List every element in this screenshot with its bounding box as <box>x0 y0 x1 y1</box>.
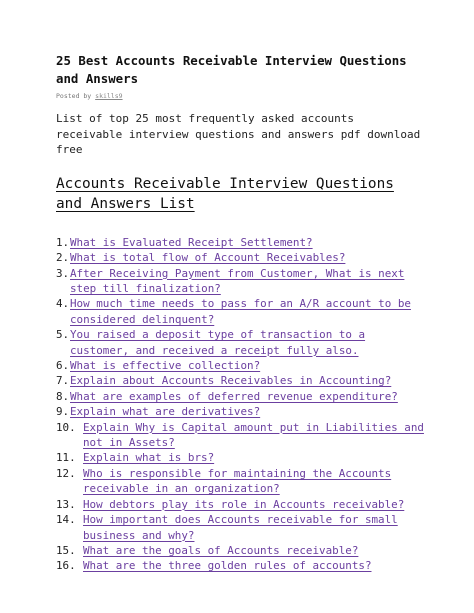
question-link[interactable]: Explain what is brs? <box>83 451 215 465</box>
article-title: 25 Best Accounts Receivable Interview Questions and Answers <box>56 53 407 86</box>
question-number: 6. <box>56 359 70 373</box>
question-link[interactable]: What is total flow of Account Receivables? <box>70 251 346 265</box>
question-number: 15. <box>56 543 76 557</box>
question-link[interactable]: How much time needs to pass for an A/R account to be considered delinquent? <box>70 297 411 326</box>
question-item <box>56 296 426 327</box>
question-link[interactable]: What is effective collection? <box>70 359 261 373</box>
posted-by-label: Posted by <box>56 92 92 100</box>
article <box>56 52 426 574</box>
question-item <box>56 327 426 358</box>
question-link[interactable]: You raised a deposit type of transaction to a customer, and received a receipt fully also. <box>70 328 366 357</box>
question-number: 5. <box>56 328 70 342</box>
question-link[interactable]: Explain about Accounts Receivables in Accounting? <box>70 374 392 388</box>
author-link[interactable]: skills9 <box>95 92 123 100</box>
question-number: 4. <box>56 297 70 311</box>
question-item <box>56 404 426 419</box>
question-number: 11. <box>56 451 76 465</box>
question-item <box>56 235 426 250</box>
question-number: 9. <box>56 405 70 419</box>
question-item <box>56 450 426 465</box>
question-item <box>56 543 426 558</box>
question-number: 13. <box>56 497 76 511</box>
question-item <box>56 389 426 404</box>
question-number: 12. <box>56 466 76 480</box>
list-heading: Accounts Receivable Interview Questions and Answers List <box>56 175 394 212</box>
question-link[interactable]: How important does Accounts receivable for small business and why? <box>83 513 398 542</box>
question-number: 3. <box>56 266 70 280</box>
question-number: 14. <box>56 513 76 527</box>
question-number: 1. <box>56 235 70 249</box>
question-link[interactable]: What are the goals of Accounts receivable? <box>83 543 359 557</box>
question-number: 8. <box>56 389 70 403</box>
question-link[interactable]: What are the three golden rules of accounts? <box>83 559 372 573</box>
question-number: 7. <box>56 374 70 388</box>
question-item <box>56 266 426 297</box>
question-item <box>56 373 426 388</box>
question-link[interactable]: What is Evaluated Receipt Settlement? <box>70 235 313 249</box>
question-item <box>56 497 426 512</box>
question-link[interactable]: After Receiving Payment from Customer, What is next step till finalization? <box>70 266 405 295</box>
questions-list <box>56 235 426 574</box>
question-link[interactable]: How debtors play its role in Accounts receivable? <box>83 497 405 511</box>
question-link[interactable]: Who is responsible for maintaining the Accounts receivable in an organization? <box>83 466 392 496</box>
question-item <box>56 558 426 573</box>
question-item <box>56 512 426 543</box>
question-item <box>56 466 426 497</box>
question-link[interactable]: Explain Why is Capital amount put in Liabilities and not in Assets? <box>83 420 424 450</box>
question-link[interactable]: What are examples of deferred revenue expenditure? <box>70 389 398 403</box>
question-number: 2. <box>56 251 70 265</box>
question-number: 16. <box>56 559 76 573</box>
question-item <box>56 420 426 451</box>
question-number: 10. <box>56 420 76 434</box>
question-item <box>56 250 426 265</box>
question-item <box>56 358 426 373</box>
question-link[interactable]: Explain what are derivatives? <box>70 405 261 419</box>
posted-by-line <box>56 92 426 101</box>
intro-paragraph: List of top 25 most frequently asked accounts receivable interview questions and answers pdf download free <box>56 112 421 157</box>
